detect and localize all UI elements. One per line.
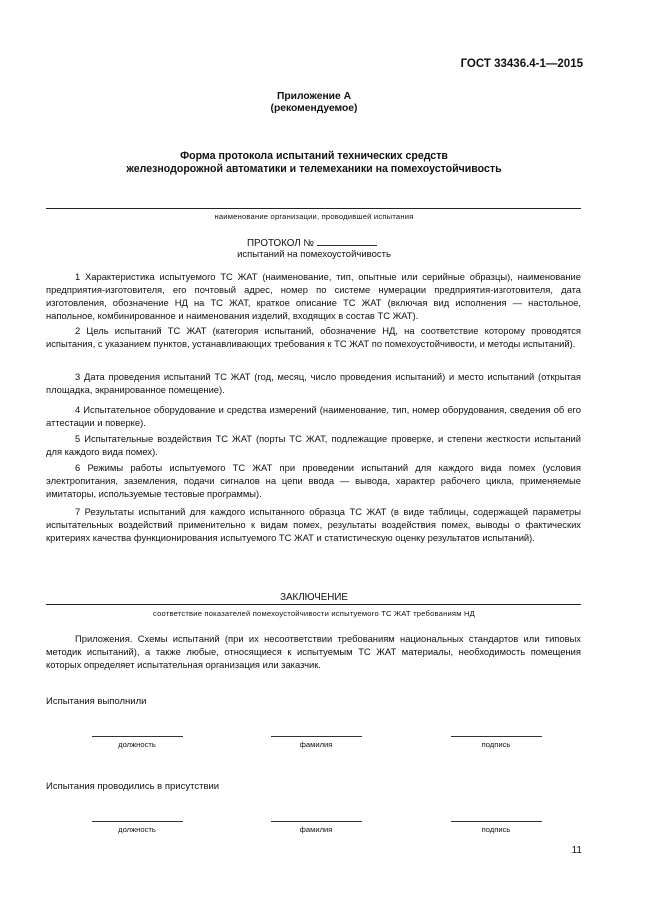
signature-caption-2: подпись <box>481 825 511 834</box>
section-item-5: 5 Испытательные воздействия ТС ЖАТ (порты ТС ЖАТ, подлежащие проверке, и степени жесткости испытаний для каждого вида помех). <box>46 433 581 458</box>
page-number: 11 <box>571 845 582 856</box>
form-title-line1: Форма протокола испытаний технических средств <box>180 150 448 162</box>
section-item-7: 7 Результаты испытаний для каждого испытанного образца ТС ЖАТ (в виде таблицы, содержащей параметры испытательных воздействий применительно к видам помех, результаты воздействия помех, выводы о фактических критериях качества функционирования испытуемого ТС ЖАТ и статистическую оценку результатов испытаний). <box>46 506 581 544</box>
position-line[interactable] <box>92 736 183 737</box>
position-line-2[interactable] <box>92 821 183 822</box>
signature-line[interactable] <box>451 736 542 737</box>
protocol-title <box>247 236 377 249</box>
signature-caption: подпись <box>481 740 511 749</box>
organization-caption: наименование организации, проводившей испытания <box>214 212 414 221</box>
surname-line[interactable] <box>271 736 362 737</box>
section-item-4: 4 Испытательное оборудование и средства измерений (наименование, тип, номер оборудования, сведения об его аттестации и поверке). <box>46 404 581 429</box>
organization-line[interactable] <box>46 208 581 209</box>
section-item-3: 3 Дата проведения испытаний ТС ЖАТ (год, месяц, число проведения испытаний) и место испытаний (открытая площадка, экранированное помещение). <box>46 371 581 396</box>
conclusion-caption: соответствие показателей помехоустойчивости испытуемого ТС ЖАТ требованиям НД <box>153 609 475 618</box>
performed-by-label: Испытания выполнили <box>46 696 147 707</box>
protocol-subtitle: испытаний на помехоустойчивость <box>237 249 391 260</box>
annex-subtitle: (рекомендуемое) <box>270 103 358 114</box>
position-caption-2: должность <box>118 825 156 834</box>
form-title-line2: железнодорожной автоматики и телемеханики на помехоустойчивость <box>126 163 502 175</box>
section-item-2: 2 Цель испытаний ТС ЖАТ (категория испытаний, обозначение НД, на соответствие которому проводятся испытания, с указанием пунктов, устанавливающих требования к ТС ЖАТ по помехоустойчивости, и методы испытаний). <box>46 325 581 350</box>
surname-caption-2: фамилия <box>299 825 333 834</box>
section-item-1: 1 Характеристика испытуемого ТС ЖАТ (наименование, тип, опытные или серийные образцы), наименование предприятия-изготовителя, его почтовый адрес, номер по системе нумерации предприятия-изготовителя, дата изготовления, обозначение НД на ТС ЖАТ, краткое описание ТС ЖАТ (включая вид исполнения — настольное, напольное, комбинированное и наименования изделий, входящих в состав ТС ЖАТ). <box>46 271 581 322</box>
surname-line-2[interactable] <box>271 821 362 822</box>
annex-title: Приложение А <box>276 91 352 102</box>
conclusion-title: ЗАКЛЮЧЕНИЕ <box>280 592 348 603</box>
in-presence-label: Испытания проводились в присутствии <box>46 781 220 792</box>
conclusion-line[interactable] <box>46 604 581 605</box>
position-caption: должность <box>118 740 156 749</box>
appendix-note: Приложения. Схемы испытаний (при их несоответствии требованиям национальных стандартов или типовых методик испытаний), а также любые, относящиеся к испытуемым ТС ЖАТ материалы, необходимость помещения которых определяет испытательная организация или заказчик. <box>46 633 581 671</box>
standard-number: ГОСТ 33436.4-1—2015 <box>460 58 583 70</box>
signature-line-2[interactable] <box>451 821 542 822</box>
protocol-number-field[interactable] <box>317 236 377 246</box>
surname-caption: фамилия <box>299 740 333 749</box>
section-item-6: 6 Режимы работы испытуемого ТС ЖАТ при проведении испытаний для каждого вида помех (условия электропитания, заземления, подачи сигналов на цепи ввода — вывода, характер рабочего цикла, применяемые имитаторы, используемые тестовые программы). <box>46 462 581 500</box>
protocol-title-label: ПРОТОКОЛ № <box>247 238 314 249</box>
